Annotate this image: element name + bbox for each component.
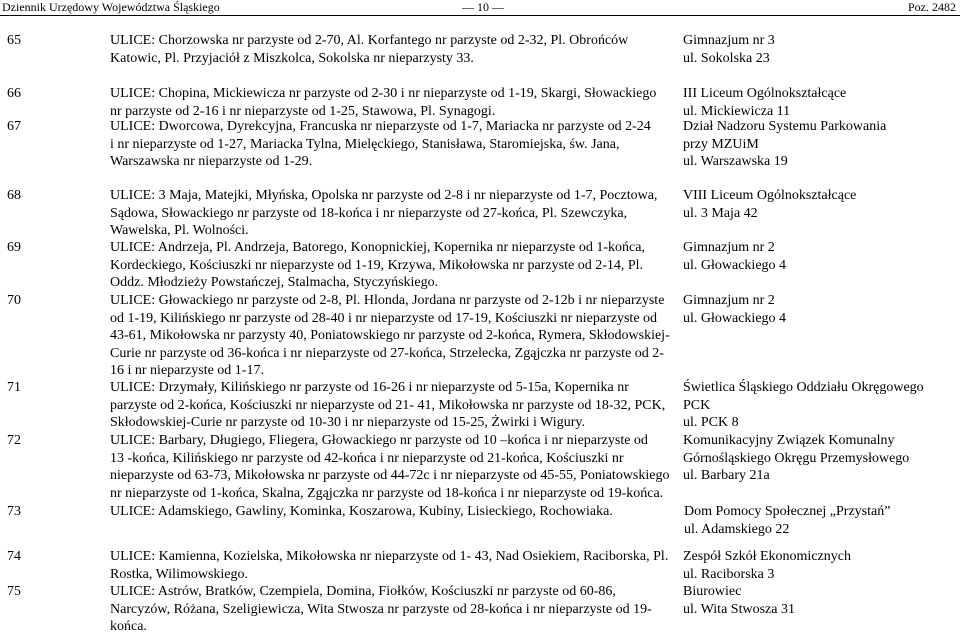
location-line: Zespół Szkół Ekonomicznych <box>683 549 851 564</box>
row-number: 73 <box>7 504 21 519</box>
streets-line: i nr nieparzyste od 1-27, Mariacka Tylna, Mielęckiego, Stanisława, Staromiejska, św. Jana, <box>110 136 620 152</box>
streets-line: ULICE: Głowackiego nr parzyste od 2-8, Pl. Hlonda, Jordana nr parzyste od 2-12b i nr nieparzyste <box>110 293 665 308</box>
streets-cell <box>110 85 666 120</box>
location-cell <box>683 292 955 327</box>
row-number: 70 <box>7 293 21 308</box>
streets-line: ULICE: Dworcowa, Dyrekcyjna, Francuska nr nieparzyste od 1-7, Mariacka nr parzyste od 2-24 <box>110 119 651 134</box>
streets-line: Warszawska nr nieparzyste od 1-29. <box>110 154 313 169</box>
location-line: ul. 3 Maja 42 <box>683 205 758 221</box>
row-number: 66 <box>7 86 21 101</box>
location-line: Dom Pomocy Społecznej „Przystań” <box>684 504 891 519</box>
streets-cell <box>110 292 670 380</box>
streets-cell <box>110 32 666 67</box>
location-line: Gimnazjum nr 3 <box>683 33 775 48</box>
streets-line: Kordeckiego, Kościuszki nr nieparzyste od 1-19, Krzywa, Mikołowska nr parzyste od 2-14, Pl. <box>110 257 644 273</box>
location-line: PCK <box>683 397 711 413</box>
header-divider <box>0 15 960 16</box>
page-number: — 10 — <box>462 0 504 14</box>
district-table <box>0 32 960 637</box>
location-line: ul. Głowackiego 4 <box>683 310 787 326</box>
table-row-65 <box>0 32 960 85</box>
streets-cell <box>110 187 666 240</box>
streets-line: ULICE: Chopina, Mickiewicza nr parzyste od 2-30 i nr nieparzyste od 1-19, Skargi, Słowackiego <box>110 86 657 101</box>
streets-cell <box>110 118 666 171</box>
streets-line: 13 -końca, Kilińskiego nr parzyste od 42-końca i nr nieparzyste od 21-końca, Kościuszki nr <box>110 450 624 466</box>
table-row-67 <box>0 118 960 187</box>
row-number: 68 <box>7 188 21 203</box>
location-line: ul. Mickiewicza 11 <box>683 103 791 119</box>
streets-line: Sądowa, Słowackiego nr parzyste od 18-końca i nr nieparzyste od 27-końca, Pl. Szewczyka, <box>110 205 628 221</box>
streets-cell <box>110 379 666 432</box>
streets-line: końca. <box>110 619 147 634</box>
position-number: Poz. 2482 <box>908 0 956 14</box>
location-line: ul. PCK 8 <box>683 415 739 430</box>
location-line: VIII Liceum Ogólnokształcące <box>683 188 857 203</box>
streets-line: Rostka, Wilimowskiego. <box>110 566 249 582</box>
streets-line: Curie nr parzyste od 36-końca i nr nieparzyste od 27-końca, Strzelecka, Zgąjczka nr parzyste od 2- <box>110 345 664 361</box>
row-number: 71 <box>7 380 21 395</box>
streets-line: ULICE: Astrów, Bratków, Czempiela, Domina, Fiołków, Kościuszki nr parzyste od 60-86, <box>110 584 616 599</box>
table-row-73 <box>0 503 960 548</box>
location-line: ul. Adamskiego 22 <box>684 521 790 537</box>
streets-line: od 1-19, Kilińskiego nr parzyste od 28-40 i nr nieparzyste od 17-19, Kościuszki nr nieparzyste od <box>110 310 658 326</box>
table-row-71 <box>0 379 960 432</box>
location-line: Komunikacyjny Związek Komunalny <box>683 433 895 448</box>
location-line: Górnośląskiego Okręgu Przemysłowego <box>683 450 910 466</box>
location-cell <box>683 379 955 432</box>
location-cell <box>683 239 955 274</box>
table-row-72 <box>0 432 960 503</box>
table-row-69 <box>0 239 960 292</box>
streets-line: 43-61, Mikołowska nr parzysty 40, Poniatowskiego nr parzyste od 2-końca, Rymera, Skłodowskiej- <box>110 328 670 343</box>
location-line: Gimnazjum nr 2 <box>683 240 775 255</box>
location-line: ul. Sokolska 23 <box>683 50 770 66</box>
row-number: 74 <box>7 549 21 564</box>
row-number: 67 <box>7 119 21 134</box>
location-line: ul. Barbary 21a <box>683 468 770 483</box>
table-row-66 <box>0 85 960 118</box>
streets-line: ULICE: Andrzeja, Pl. Andrzeja, Batorego, Konopnickiej, Kopernika nr nieparzyste od 1-końca, <box>110 240 645 255</box>
streets-line: nr parzyste od 2-16 i nr nieparzyste od 1-25, Stawowa, Pl. Synagogi. <box>110 103 496 119</box>
table-row-75 <box>0 583 960 637</box>
streets-line: Katowic, Pl. Przyjaciół z Miszkolca, Sokolska nr nieparzysty 33. <box>110 50 474 66</box>
location-line: przy MZUiM <box>683 136 759 152</box>
row-number: 69 <box>7 240 21 255</box>
location-line: Dział Nadzoru Systemu Parkowania <box>683 119 887 134</box>
location-line: ul. Warszawska 19 <box>683 154 788 169</box>
location-cell <box>683 118 955 171</box>
streets-line: Oddz. Młodzieży Powstańczej, Stalmacha, Styczyńskiego. <box>110 275 439 290</box>
location-cell <box>683 85 955 120</box>
streets-line: ULICE: Chorzowska nr parzyste od 2-70, Al. Korfantego nr parzyste od 2-32, Pl. Obrońców <box>110 33 629 48</box>
streets-line: nr nieparzyste od 1-końca, Skalna, Zgąjczka nr parzyste od 18-końca i nr nieparzyste od 19-końca. <box>110 485 664 501</box>
streets-cell <box>110 548 669 583</box>
table-row-68 <box>0 187 960 239</box>
row-number: 75 <box>7 584 21 599</box>
location-line: III Liceum Ogólnokształcące <box>683 86 847 101</box>
streets-line: nieparzyste od 63-73, Mikołowska nr parzyste od 44-72c i nr nieparzyste od 45-55, Poniatowskiego <box>110 468 670 483</box>
location-line: Gimnazjum nr 2 <box>683 293 775 308</box>
streets-line: ULICE: Adamskiego, Gawliny, Kominka, Koszarowa, Kubiny, Lisieckiego, Rochowiaka. <box>110 504 613 519</box>
table-row-70 <box>0 292 960 379</box>
streets-line: Narcyzów, Różana, Szeligiewicza, Wita Stwosza nr parzyste od 28-końca i nr nieparzyste od 19- <box>110 601 652 617</box>
row-number: 72 <box>7 433 21 448</box>
location-line: ul. Raciborska 3 <box>683 566 775 582</box>
streets-line: ULICE: Barbary, Długiego, Fliegera, Głowackiego nr parzyste od 10 –końca i nr nieparzyste od <box>110 433 648 448</box>
row-number: 65 <box>7 33 21 48</box>
location-cell <box>683 583 955 618</box>
table-row-74 <box>0 548 960 583</box>
location-line: ul. Wita Stwosza 31 <box>683 601 795 617</box>
location-line: ul. Głowackiego 4 <box>683 257 787 273</box>
streets-cell <box>110 583 666 636</box>
streets-line: ULICE: Kamienna, Kozielska, Mikołowska nr nieparzyste od 1- 43, Nad Osiekiem, Raciborska, Pl. <box>110 549 669 564</box>
location-line: Biurowiec <box>683 584 742 599</box>
streets-cell <box>110 432 670 502</box>
streets-line: Wawelska, Pl. Wolności. <box>110 223 249 238</box>
location-cell <box>683 187 955 222</box>
page-header <box>0 0 960 14</box>
location-cell <box>683 432 955 485</box>
streets-line: parzyste od 2-końca, Kościuszki nr nieparzyste od 21- 41, Mikołowska nr parzyste od 18-32, PCK, <box>110 397 666 413</box>
location-cell <box>684 503 956 538</box>
location-line: Świetlica Śląskiego Oddziału Okręgowego <box>683 380 924 395</box>
location-cell <box>683 548 955 583</box>
location-cell <box>683 32 955 67</box>
streets-line: Skłodowskiej-Curie nr parzyste od 10-30 i nr nieparzyste od 15-25, Żwirki i Wigury. <box>110 415 585 430</box>
streets-line: ULICE: Drzymały, Kilińskiego nr parzyste od 16-26 i nr nieparzyste od 5-15a, Kopernika nr <box>110 380 629 395</box>
streets-line: 16 i nr nieparzyste od 1-17. <box>110 363 264 378</box>
streets-line: ULICE: 3 Maja, Matejki, Młyńska, Opolska nr parzyste od 2-8 i nr nieparzyste od 1-7, Pocztowa, <box>110 188 658 203</box>
journal-title: Dziennik Urzędowy Województwa Śląskiego <box>2 0 220 14</box>
streets-cell <box>110 239 666 292</box>
